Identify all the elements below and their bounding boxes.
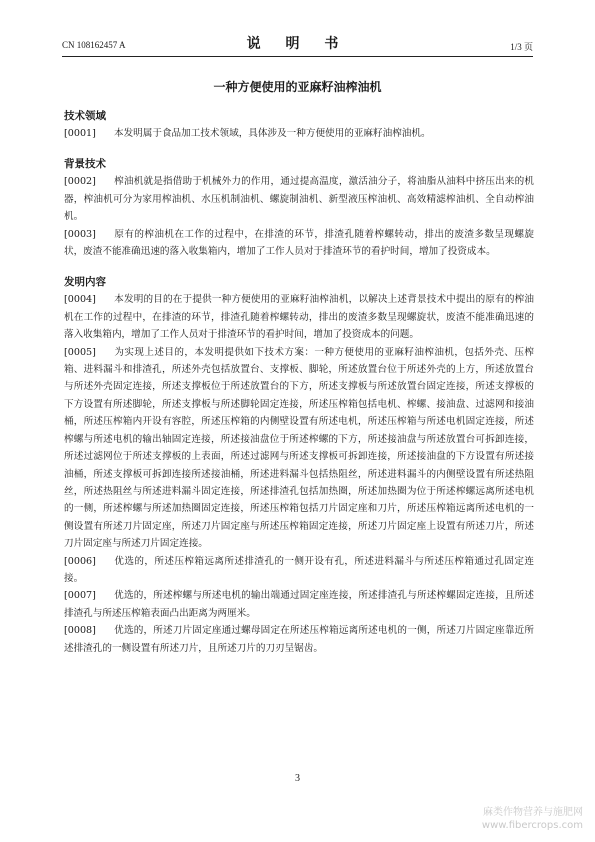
- paragraph-text: 本发明属于食品加工技术领域，具体涉及一种方便使用的亚麻籽油榨油机。: [114, 128, 431, 139]
- section-heading-tech-field: 技术领域: [64, 110, 106, 122]
- section-heading-summary: 发明内容: [64, 276, 106, 289]
- paragraph-number: [0003]: [64, 228, 96, 240]
- paragraph-text: 优选的，所述压榨箱远离所述排渣孔的一侧开设有孔，所述进料漏斗与所述压榨箱通过孔固定连接。: [64, 555, 534, 584]
- header-title: 说 明 书: [246, 36, 349, 52]
- paragraph-number: [0007]: [64, 590, 96, 602]
- paragraph-number: [0008]: [64, 625, 96, 637]
- paragraph-number: [0004]: [64, 294, 96, 306]
- paragraph-number: [0005]: [64, 346, 96, 358]
- document-body: [64, 108, 534, 657]
- watermark-url: www.fibercrops.com: [481, 820, 583, 831]
- page-header: [62, 30, 533, 57]
- paragraph: [64, 553, 534, 588]
- paragraph-text: 优选的，所述榨螺与所述电机的输出端通过固定座连接，所述排渣孔与所述榨螺固定连接，且所述排渣孔与所述压榨箱表面凸出距离为两厘米。: [64, 590, 534, 619]
- paragraph: [64, 226, 534, 261]
- page-indicator: 1/3 页: [510, 42, 533, 52]
- paragraph: [64, 173, 534, 225]
- paragraph-number: [0001]: [64, 128, 96, 139]
- paragraph-text: 为实现上述目的，本发明提供如下技术方案：一种方便使用的亚麻籽油榨油机，包括外壳、压榨箱、进料漏斗和排渣孔，所述外壳包括放置台、支撑板、脚轮，所述放置台位于所述外壳的上方，所述放置台与所述外壳固定连接，所述支撑板位于所述放置台的下方，所述支撑板与所述放置台固定连接，所述支撑板的下方设置有所述脚轮，所述支撑板与所述脚轮固定连接，所述压榨箱包括电机、榨螺、接油盘、过滤网和接油桶，所述压榨箱内开设有容腔，所述压榨箱的内侧壁设置有所述电机，所述压榨箱与所述电机固定连接，所述榨螺与所述电机的输出轴固定连接，所述接油盘位于所述榨螺的下方，所述接油盘与所述放置台可拆卸连接，所述过滤网位于所述支撑板的上表面，所述过滤网与所述支撑板可拆卸连接，所述接油盘的下方设置有所述接油桶，所述支撑板可拆卸连接所述接油桶，所述进料漏斗包括热阻丝，所述进料漏斗的内侧壁设置有所述热阻丝，所述热阻丝与所述进料漏斗固定连接，所述排渣孔包括加热圈，所述加热圈为位于所述榨螺远离所述电机的一侧，所述榨螺与所述加热圈固定连接，所述压榨箱包括刀片固定座和刀片，所述压榨箱远离所述电机的一侧设置有所述刀片固定座，所述刀片固定座与所述压榨箱固定连接，所述刀片固定座上设置有所述刀片，所述刀片固定座与所述刀片固定连接。: [64, 346, 534, 550]
- paragraph: [64, 125, 534, 142]
- paragraph-text: 优选的，所述刀片固定座通过螺母固定在所述压榨箱远离所述电机的一侧，所述刀片固定座靠近所述排渣孔的一侧设置有所述刀片，且所述刀片的刀刃呈锯齿。: [64, 625, 534, 654]
- patent-number: CN 108162457 A: [62, 40, 126, 50]
- page-number: 3: [295, 773, 300, 784]
- paragraph: [64, 587, 534, 622]
- section-heading-background: 背景技术: [64, 158, 106, 171]
- document-title: 一种方便使用的亚麻籽油榨油机: [213, 80, 382, 94]
- paragraph: [64, 622, 534, 657]
- watermark: [482, 806, 583, 832]
- watermark-line: 麻类作物营养与施肥网: [483, 807, 583, 818]
- paragraph-text: 原有的榨油机在工作的过程中，在排渣的环节，排渣孔随着榨螺转动，排出的废渣多数呈现螺旋状，废渣不能准确迅速的落入收集箱内，增加了工作人员对于排渣环节的看护时间，增加了投资成本。: [64, 228, 534, 258]
- paragraph-number: [0002]: [64, 176, 96, 188]
- paragraph: [64, 291, 534, 343]
- paragraph: [64, 344, 534, 553]
- paragraph-text: 本发明的目的在于提供一种方便使用的亚麻籽油榨油机，以解决上述背景技术中提出的原有的榨油机在工作的过程中，在排渣的环节，排渣孔随着榨螺转动，排出的废渣多数呈现螺旋状，废渣不能准确迅速的落入收集箱内，增加了工作人员对于排渣环节的看护时间，增加了投资成本的问题。: [64, 294, 534, 341]
- paragraph-number: [0006]: [64, 555, 96, 567]
- paragraph-text: 榨油机就是指借助于机械外力的作用，通过提高温度，激活油分子，将油脂从油料中挤压出来的机器，榨油机可分为家用榨油机、水压机制油机、螺旋制油机、新型液压榨油机、高效精滤榨油机、全自动榨油机。: [64, 176, 534, 223]
